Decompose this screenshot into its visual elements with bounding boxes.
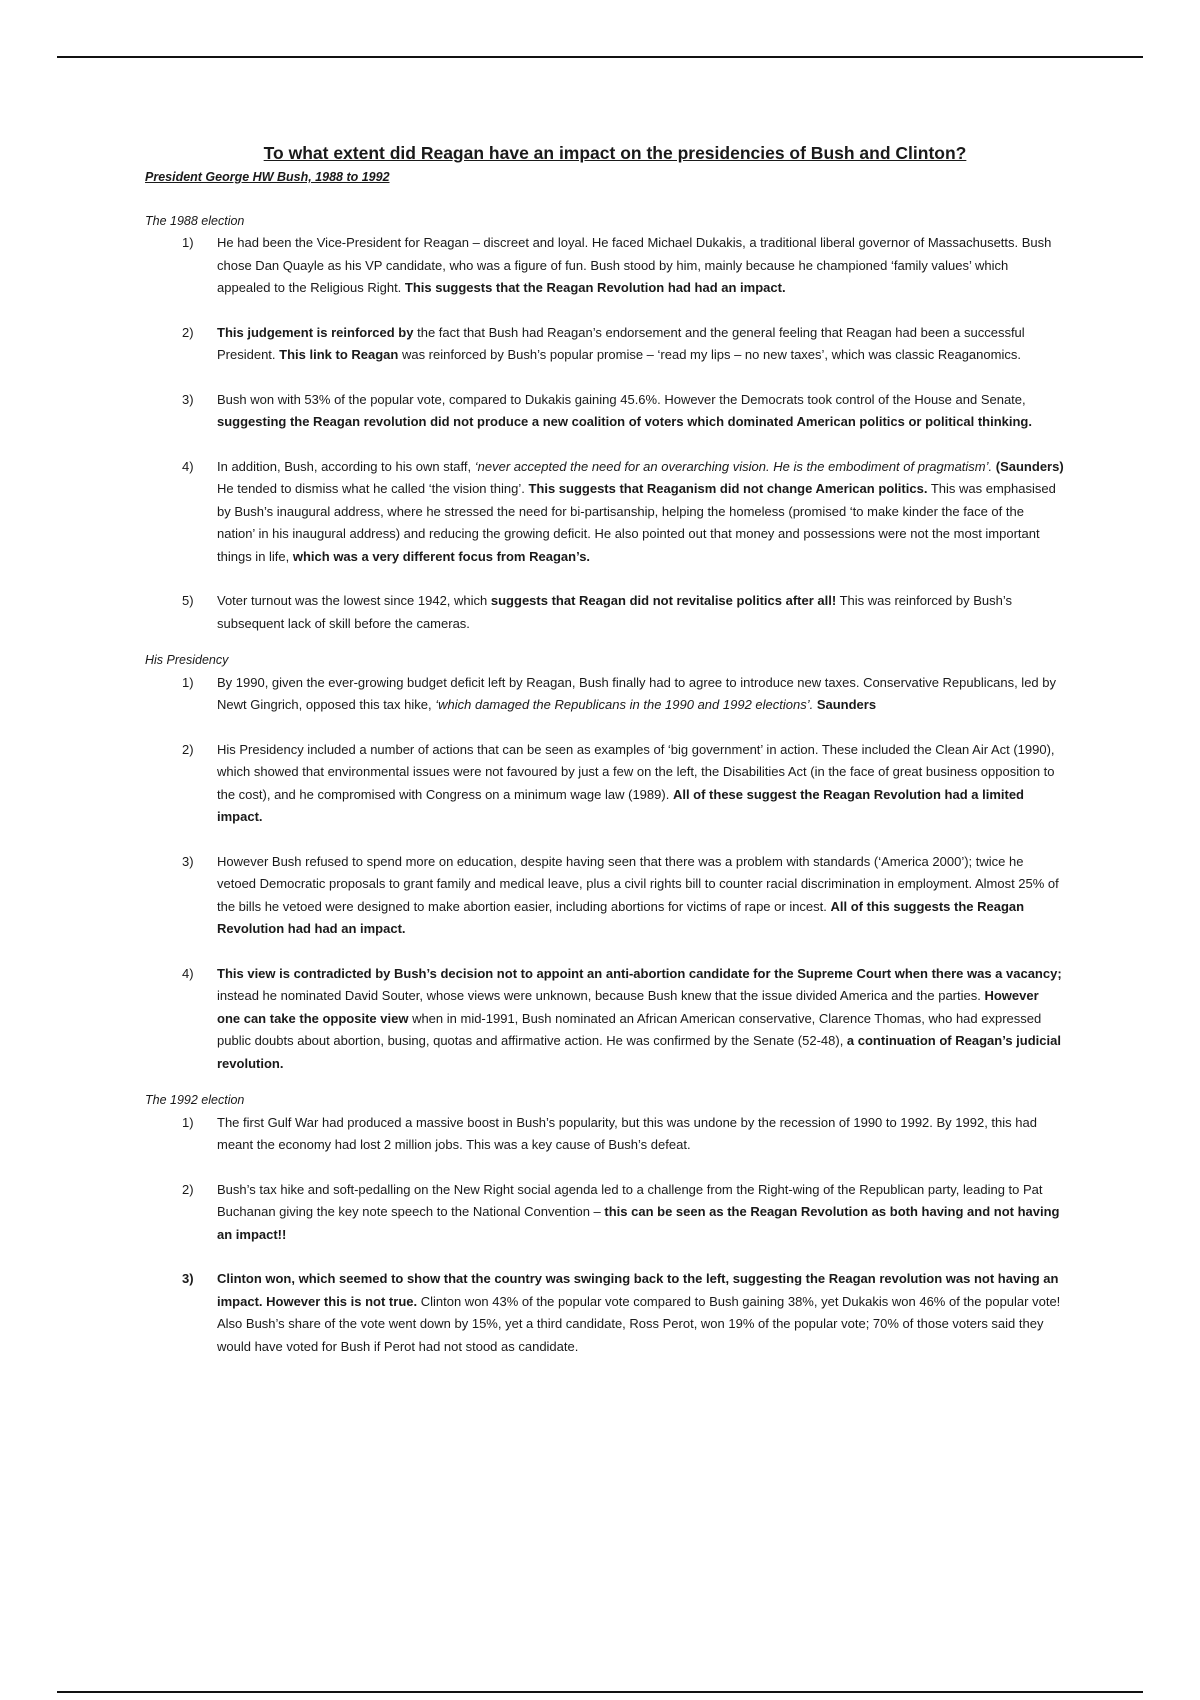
text-segment: Bush’s tax hike and soft-pedalling on the New Right social agenda led to a challenge from the Right-wing of the Republican party, leading to Pat Buchanan giving the key note speech to the National Convention – [217, 1181, 1043, 1219]
numbered-list [145, 232, 1065, 635]
text-segment: All of these suggest the Reagan Revolution had a limited impact. [217, 786, 1024, 824]
text-segment: However Bush refused to spend more on education, despite having seen that there was a problem with standards (‘America 2000’); twice he vetoed Democratic proposals to grant family and medical leave, plus a civil rights bill to counter racial discrimination in employment. Almost 25% of the bills he vetoed were designed to make abortion easier, including abortions for victims of rape or incest. [217, 853, 1059, 914]
text-segment: He had been the Vice-President for Reagan – discreet and loyal. He faced Michael Dukakis, a traditional liberal governor of Massachusetts. Bush chose Dan Quayle as his VP candidate, who was a figure of fun. Bush stood by him, mainly because he championed ‘family values’ which appealed to the Religious Right. [217, 235, 1052, 295]
text-segment: In addition, Bush, according to his own staff, [217, 458, 475, 474]
item-number: 2) [182, 1181, 194, 1197]
text-segment: This view is contradicted by Bush’s decision not to appoint an anti-abortion candidate for the Supreme Court when there was a vacancy; [217, 965, 1062, 981]
list-item [145, 1268, 1065, 1358]
top-rule [57, 56, 1143, 58]
text-segment: The first Gulf War had produced a massive boost in Bush’s popularity, but this was undone by the recession of 1990 to 1992. By 1992, this had meant the economy had lost 2 million jobs. This was a key cause of Bush’s defeat. [217, 1114, 1037, 1152]
text-segment: this can be seen as the Reagan Revolution as both having and not having an impact!! [217, 1204, 1060, 1242]
item-number: 4) [182, 458, 194, 474]
text-segment: Bush won with 53% of the popular vote, compared to Dukakis gaining 45.6%. However the Democrats took control of the House and Senate, [217, 391, 1026, 407]
list-item [145, 963, 1065, 1076]
item-number: 5) [182, 593, 194, 608]
item-number: 2) [182, 324, 194, 340]
item-number: 3) [182, 853, 194, 869]
text-segment: This was reinforced by Bush’s subsequent lack of skill before the cameras. [217, 593, 1013, 631]
text-segment: instead he nominated David Souter, whose views were unknown, because Bush knew that the issue divided America and the parties. [217, 988, 985, 1003]
item-number: 3) [182, 1271, 194, 1286]
text-segment: Clinton won, which seemed to show that the country was swinging back to the left, suggesting the Reagan revolution was not having an impact. However this is not true. [217, 1271, 1059, 1309]
section [145, 1089, 1065, 1358]
list-item [145, 590, 1065, 635]
item-number: 3) [182, 391, 194, 407]
section [145, 649, 1065, 1075]
text-segment: This was emphasised by Bush’s inaugural address, where he stressed the need for bi-partisanship, helping the homeless (promised ‘to make kinder the face of the nation’ in his inaugural address) and reducing the growing deficit. He also pointed out that money and possessions were not the most important things in life, [217, 481, 1056, 564]
list-item [145, 851, 1065, 941]
list-item [145, 322, 1065, 367]
list-item [145, 672, 1065, 717]
numbered-list [145, 1112, 1065, 1359]
document-body [145, 141, 1065, 1362]
text-segment: when in mid-1991, Bush nominated an African American conservative, Clarence Thomas, who had expressed public doubts about abortion, busing, quotas and affirmative action. He was confirmed by the Senate (52-48), [217, 1010, 1042, 1048]
text-segment: Voter turnout was the lowest since 1942, which [217, 593, 491, 608]
text-segment: This judgement is reinforced by [217, 324, 414, 340]
text-segment: was reinforced by Bush’s popular promise – ‘read my lips – no new taxes’, which was classic Reaganomics. [398, 347, 1021, 362]
text-segment: a continuation of Reagan’s judicial revolution. [217, 1033, 1061, 1071]
text-segment: All of this suggests the Reagan Revolution had had an impact. [217, 898, 1025, 936]
list-item [145, 389, 1065, 434]
list-item [145, 1179, 1065, 1247]
item-number: 2) [182, 741, 194, 757]
list-item [145, 1112, 1065, 1157]
text-segment: Saunders [813, 697, 877, 712]
text-segment: This suggests that the Reagan Revolution had had an impact. [404, 280, 786, 295]
text-segment: Clinton won 43% of the popular vote compared to Bush gaining 38%, yet Dukakis won 46% of the popular vote! Also Bush’s share of the vote went down by 15%, yet a third candidate, Ross Perot, won 19% of the popular vote; 70% of those voters said they would have voted for Bush if Perot had not stood as candidate. [217, 1293, 1061, 1354]
text-segment: ‘never accepted the need for an overarching vision. He is the embodiment of pragmatism’. [474, 458, 993, 474]
text-segment: This link to Reagan [279, 347, 399, 362]
text-segment: (Saunders) [995, 458, 1064, 474]
page-title: To what extent did Reagan have an impact on the presidencies of Bush and Clinton? [263, 143, 967, 163]
text-segment: suggesting the Reagan revolution did not produce a new coalition of voters which dominated American politics or political thinking. [217, 414, 1032, 429]
section-heading: The 1988 election [145, 213, 245, 228]
text-segment: which was a very different focus from Reagan’s. [292, 548, 591, 564]
text-segment: He tended to dismiss what he called ‘the vision thing’. [217, 481, 529, 496]
item-number: 1) [182, 674, 194, 690]
numbered-list [145, 672, 1065, 1076]
list-item [145, 456, 1065, 569]
page-subtitle: President George HW Bush, 1988 to 1992 [145, 170, 390, 184]
item-number: 4) [182, 965, 194, 981]
item-number: 1) [182, 1114, 194, 1130]
bottom-rule [57, 1691, 1143, 1693]
text-segment: This suggests that Reaganism did not change American politics. [528, 481, 928, 496]
text-segment: However one can take the opposite view [217, 988, 1039, 1026]
list-item [145, 739, 1065, 829]
item-number: 1) [182, 235, 194, 250]
section [145, 210, 1065, 636]
list-item [145, 232, 1065, 300]
text-segment: By 1990, given the ever-growing budget deficit left by Reagan, Bush finally had to agree to introduce new taxes. Conservative Republicans, led by Newt Gingrich, opposed this tax hike, [217, 674, 1057, 712]
sections-container [145, 210, 1065, 1359]
text-segment: suggests that Reagan did not revitalise politics after all! [490, 593, 837, 608]
text-segment: ‘which damaged the Republicans in the 1990 and 1992 elections’. [435, 697, 814, 712]
text-segment: the fact that Bush had Reagan’s endorsement and the general feeling that Reagan had been a successful President. [217, 324, 1025, 362]
section-heading: His Presidency [145, 653, 229, 667]
section-heading: The 1992 election [145, 1093, 245, 1107]
text-segment: His Presidency included a number of actions that can be seen as examples of ‘big government’ in action. These included the Clean Air Act (1990), which showed that environmental issues were not favoured by just a few on the left, the Disabilities Act (in the face of great business opposition to the cost), and he compromised with Congress on a minimum wage law (1989). [217, 741, 1055, 802]
